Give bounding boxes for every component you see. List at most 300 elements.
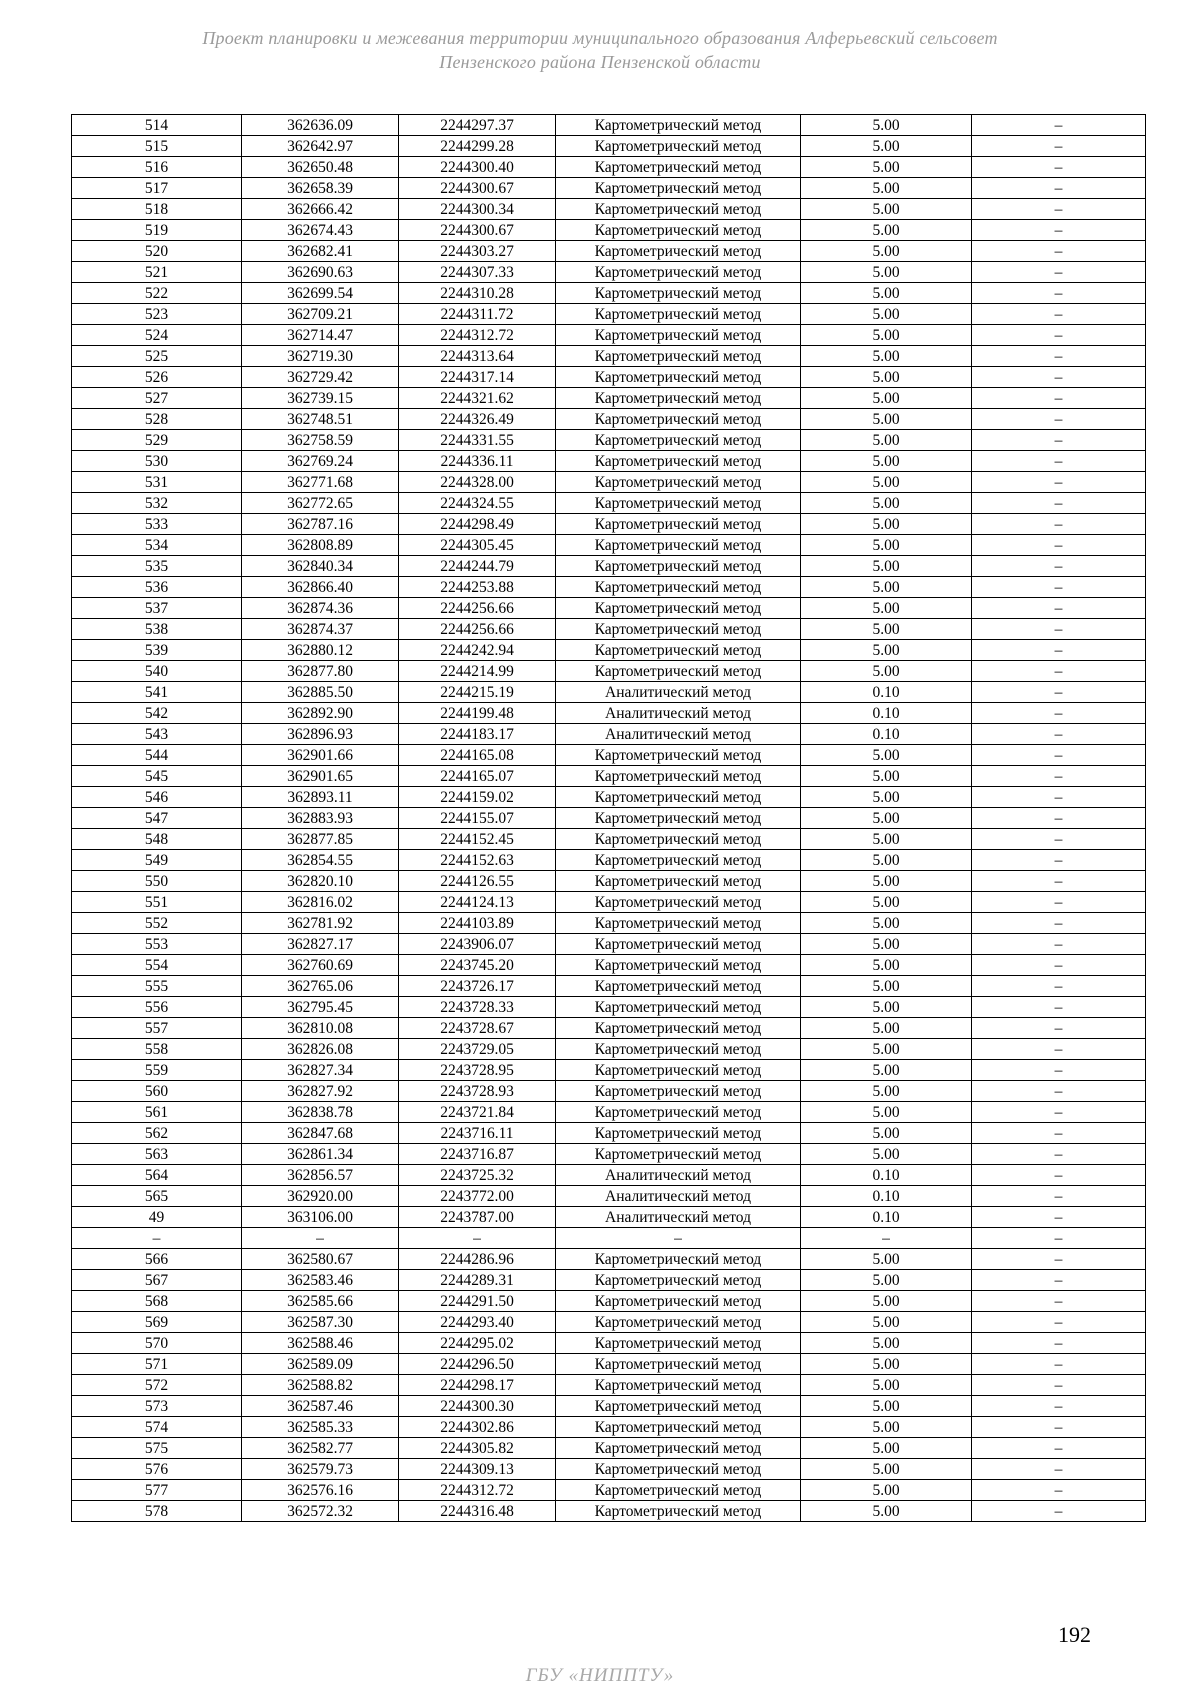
point-number-cell: 523	[72, 304, 242, 325]
point-number-cell: 557	[72, 1018, 242, 1039]
table-row	[72, 1165, 1146, 1186]
y-coordinate-cell: 2244293.40	[399, 1312, 556, 1333]
x-coordinate-cell: 362636.09	[242, 115, 399, 136]
table-row	[72, 997, 1146, 1018]
y-coordinate-cell: 2244256.66	[399, 619, 556, 640]
y-coordinate-cell: 2244317.14	[399, 367, 556, 388]
x-coordinate-cell: 362580.67	[242, 1249, 399, 1270]
point-number-cell: 543	[72, 724, 242, 745]
method-cell: Картометрический метод	[556, 1396, 801, 1417]
note-cell: –	[972, 766, 1146, 787]
point-number-cell: 527	[72, 388, 242, 409]
note-cell: –	[972, 388, 1146, 409]
accuracy-cell: 5.00	[801, 367, 972, 388]
x-coordinate-cell: 362758.59	[242, 430, 399, 451]
table-row	[72, 1081, 1146, 1102]
table-row	[72, 1270, 1146, 1291]
accuracy-cell: 5.00	[801, 1060, 972, 1081]
accuracy-cell: –	[801, 1228, 972, 1249]
method-cell: Картометрический метод	[556, 493, 801, 514]
note-cell: –	[972, 913, 1146, 934]
method-cell: Картометрический метод	[556, 1312, 801, 1333]
method-cell: Картометрический метод	[556, 1060, 801, 1081]
table-row	[72, 640, 1146, 661]
y-coordinate-cell: 2243721.84	[399, 1102, 556, 1123]
accuracy-cell: 5.00	[801, 1039, 972, 1060]
x-coordinate-cell: 362682.41	[242, 241, 399, 262]
point-number-cell: 577	[72, 1480, 242, 1501]
method-cell: Картометрический метод	[556, 1354, 801, 1375]
note-cell: –	[972, 703, 1146, 724]
method-cell: Картометрический метод	[556, 997, 801, 1018]
table-row	[72, 199, 1146, 220]
x-coordinate-cell: 362896.93	[242, 724, 399, 745]
point-number-cell: 539	[72, 640, 242, 661]
point-number-cell: 521	[72, 262, 242, 283]
y-coordinate-cell: 2244298.49	[399, 514, 556, 535]
y-coordinate-cell: 2244321.62	[399, 388, 556, 409]
table-row	[72, 325, 1146, 346]
x-coordinate-cell: 362883.93	[242, 808, 399, 829]
method-cell: Картометрический метод	[556, 1039, 801, 1060]
note-cell: –	[972, 1480, 1146, 1501]
y-coordinate-cell: 2244295.02	[399, 1333, 556, 1354]
coordinates-table	[71, 114, 1146, 1522]
accuracy-cell: 5.00	[801, 451, 972, 472]
y-coordinate-cell: 2244316.48	[399, 1501, 556, 1522]
method-cell: Аналитический метод	[556, 724, 801, 745]
y-coordinate-cell: 2244307.33	[399, 262, 556, 283]
note-cell: –	[972, 724, 1146, 745]
accuracy-cell: 5.00	[801, 115, 972, 136]
y-coordinate-cell: 2244199.48	[399, 703, 556, 724]
accuracy-cell: 5.00	[801, 745, 972, 766]
x-coordinate-cell: 362739.15	[242, 388, 399, 409]
method-cell: Картометрический метод	[556, 1123, 801, 1144]
method-cell: Картометрический метод	[556, 451, 801, 472]
y-coordinate-cell: 2244155.07	[399, 808, 556, 829]
point-number-cell: 525	[72, 346, 242, 367]
method-cell: Картометрический метод	[556, 808, 801, 829]
x-coordinate-cell: 362880.12	[242, 640, 399, 661]
point-number-cell: 560	[72, 1081, 242, 1102]
x-coordinate-cell: 362854.55	[242, 850, 399, 871]
point-number-cell: 518	[72, 199, 242, 220]
method-cell: Картометрический метод	[556, 976, 801, 997]
y-coordinate-cell: 2244300.30	[399, 1396, 556, 1417]
table-row	[72, 1417, 1146, 1438]
point-number-cell: 536	[72, 577, 242, 598]
table-row	[72, 808, 1146, 829]
point-number-cell: 520	[72, 241, 242, 262]
y-coordinate-cell: 2244312.72	[399, 1480, 556, 1501]
x-coordinate-cell: 362874.36	[242, 598, 399, 619]
method-cell: Картометрический метод	[556, 157, 801, 178]
y-coordinate-cell: 2244310.28	[399, 283, 556, 304]
x-coordinate-cell: 362585.66	[242, 1291, 399, 1312]
table-row	[72, 1186, 1146, 1207]
x-coordinate-cell: 362808.89	[242, 535, 399, 556]
x-coordinate-cell: 362847.68	[242, 1123, 399, 1144]
method-cell: Аналитический метод	[556, 1207, 801, 1228]
method-cell: Картометрический метод	[556, 1081, 801, 1102]
point-number-cell: 528	[72, 409, 242, 430]
accuracy-cell: 5.00	[801, 178, 972, 199]
note-cell: –	[972, 1459, 1146, 1480]
note-cell: –	[972, 1102, 1146, 1123]
x-coordinate-cell: 362901.65	[242, 766, 399, 787]
method-cell: Картометрический метод	[556, 892, 801, 913]
method-cell: Картометрический метод	[556, 304, 801, 325]
note-cell: –	[972, 1375, 1146, 1396]
note-cell: –	[972, 115, 1146, 136]
accuracy-cell: 5.00	[801, 556, 972, 577]
point-number-cell: 540	[72, 661, 242, 682]
y-coordinate-cell: 2244305.82	[399, 1438, 556, 1459]
note-cell: –	[972, 157, 1146, 178]
accuracy-cell: 5.00	[801, 1249, 972, 1270]
point-number-cell: 550	[72, 871, 242, 892]
point-number-cell: 546	[72, 787, 242, 808]
method-cell: Картометрический метод	[556, 598, 801, 619]
y-coordinate-cell: 2244300.34	[399, 199, 556, 220]
y-coordinate-cell: –	[399, 1228, 556, 1249]
table-row	[72, 388, 1146, 409]
accuracy-cell: 5.00	[801, 157, 972, 178]
x-coordinate-cell: 362729.42	[242, 367, 399, 388]
note-cell: –	[972, 1354, 1146, 1375]
x-coordinate-cell: 362709.21	[242, 304, 399, 325]
accuracy-cell: 5.00	[801, 346, 972, 367]
point-number-cell: 570	[72, 1333, 242, 1354]
accuracy-cell: 0.10	[801, 703, 972, 724]
point-number-cell: 538	[72, 619, 242, 640]
accuracy-cell: 0.10	[801, 1186, 972, 1207]
point-number-cell: 531	[72, 472, 242, 493]
point-number-cell: 549	[72, 850, 242, 871]
x-coordinate-cell: 362714.47	[242, 325, 399, 346]
point-number-cell: 568	[72, 1291, 242, 1312]
table-row	[72, 1354, 1146, 1375]
point-number-cell: 564	[72, 1165, 242, 1186]
point-number-cell: 562	[72, 1123, 242, 1144]
accuracy-cell: 0.10	[801, 682, 972, 703]
accuracy-cell: 5.00	[801, 514, 972, 535]
note-cell: –	[972, 1144, 1146, 1165]
accuracy-cell: 5.00	[801, 1333, 972, 1354]
point-number-cell: 516	[72, 157, 242, 178]
point-number-cell: 565	[72, 1186, 242, 1207]
method-cell: Картометрический метод	[556, 577, 801, 598]
accuracy-cell: 5.00	[801, 976, 972, 997]
accuracy-cell: 5.00	[801, 577, 972, 598]
point-number-cell: 541	[72, 682, 242, 703]
accuracy-cell: 5.00	[801, 283, 972, 304]
note-cell: –	[972, 997, 1146, 1018]
method-cell: Картометрический метод	[556, 136, 801, 157]
point-number-cell: 49	[72, 1207, 242, 1228]
x-coordinate-cell: –	[242, 1228, 399, 1249]
table-row	[72, 703, 1146, 724]
y-coordinate-cell: 2244124.13	[399, 892, 556, 913]
y-coordinate-cell: 2243725.32	[399, 1165, 556, 1186]
note-cell: –	[972, 241, 1146, 262]
y-coordinate-cell: 2244165.08	[399, 745, 556, 766]
table-row	[72, 724, 1146, 745]
method-cell: Аналитический метод	[556, 1165, 801, 1186]
note-cell: –	[972, 367, 1146, 388]
note-cell: –	[972, 514, 1146, 535]
y-coordinate-cell: 2244159.02	[399, 787, 556, 808]
table-row	[72, 1039, 1146, 1060]
table-row	[72, 1438, 1146, 1459]
method-cell: Аналитический метод	[556, 1186, 801, 1207]
method-cell: Картометрический метод	[556, 934, 801, 955]
table-row	[72, 1291, 1146, 1312]
y-coordinate-cell: 2244328.00	[399, 472, 556, 493]
y-coordinate-cell: 2244214.99	[399, 661, 556, 682]
x-coordinate-cell: 362787.16	[242, 514, 399, 535]
x-coordinate-cell: 362901.66	[242, 745, 399, 766]
accuracy-cell: 5.00	[801, 640, 972, 661]
method-cell: –	[556, 1228, 801, 1249]
x-coordinate-cell: 362893.11	[242, 787, 399, 808]
accuracy-cell: 5.00	[801, 1123, 972, 1144]
note-cell: –	[972, 304, 1146, 325]
point-number-cell: 542	[72, 703, 242, 724]
method-cell: Картометрический метод	[556, 1144, 801, 1165]
x-coordinate-cell: 362874.37	[242, 619, 399, 640]
method-cell: Картометрический метод	[556, 1270, 801, 1291]
point-number-cell: 537	[72, 598, 242, 619]
x-coordinate-cell: 362588.46	[242, 1333, 399, 1354]
y-coordinate-cell: 2244313.64	[399, 346, 556, 367]
method-cell: Картометрический метод	[556, 1249, 801, 1270]
table-row	[72, 304, 1146, 325]
accuracy-cell: 5.00	[801, 199, 972, 220]
accuracy-cell: 5.00	[801, 1291, 972, 1312]
x-coordinate-cell: 362658.39	[242, 178, 399, 199]
method-cell: Картометрический метод	[556, 283, 801, 304]
note-cell: –	[972, 1501, 1146, 1522]
point-number-cell: 567	[72, 1270, 242, 1291]
note-cell: –	[972, 892, 1146, 913]
table-row	[72, 787, 1146, 808]
accuracy-cell: 5.00	[801, 1018, 972, 1039]
point-number-cell: 519	[72, 220, 242, 241]
x-coordinate-cell: 362690.63	[242, 262, 399, 283]
y-coordinate-cell: 2244298.17	[399, 1375, 556, 1396]
note-cell: –	[972, 556, 1146, 577]
x-coordinate-cell: 362572.32	[242, 1501, 399, 1522]
x-coordinate-cell: 362666.42	[242, 199, 399, 220]
point-number-cell: –	[72, 1228, 242, 1249]
table-row	[72, 1144, 1146, 1165]
y-coordinate-cell: 2244297.37	[399, 115, 556, 136]
y-coordinate-cell: 2244324.55	[399, 493, 556, 514]
point-number-cell: 559	[72, 1060, 242, 1081]
table-row	[72, 430, 1146, 451]
x-coordinate-cell: 362781.92	[242, 913, 399, 934]
accuracy-cell: 5.00	[801, 871, 972, 892]
note-cell: –	[972, 430, 1146, 451]
point-number-cell: 561	[72, 1102, 242, 1123]
x-coordinate-cell: 362674.43	[242, 220, 399, 241]
x-coordinate-cell: 362816.02	[242, 892, 399, 913]
accuracy-cell: 5.00	[801, 913, 972, 934]
accuracy-cell: 5.00	[801, 1375, 972, 1396]
note-cell: –	[972, 199, 1146, 220]
x-coordinate-cell: 362820.10	[242, 871, 399, 892]
method-cell: Картометрический метод	[556, 661, 801, 682]
method-cell: Картометрический метод	[556, 1018, 801, 1039]
accuracy-cell: 5.00	[801, 598, 972, 619]
method-cell: Картометрический метод	[556, 1417, 801, 1438]
x-coordinate-cell: 362642.97	[242, 136, 399, 157]
y-coordinate-cell: 2244300.67	[399, 178, 556, 199]
note-cell: –	[972, 220, 1146, 241]
method-cell: Картометрический метод	[556, 1480, 801, 1501]
note-cell: –	[972, 1186, 1146, 1207]
accuracy-cell: 5.00	[801, 325, 972, 346]
table-row	[72, 220, 1146, 241]
method-cell: Картометрический метод	[556, 262, 801, 283]
accuracy-cell: 5.00	[801, 430, 972, 451]
point-number-cell: 566	[72, 1249, 242, 1270]
note-cell: –	[972, 535, 1146, 556]
note-cell: –	[972, 640, 1146, 661]
y-coordinate-cell: 2243716.87	[399, 1144, 556, 1165]
table-row	[72, 955, 1146, 976]
point-number-cell: 569	[72, 1312, 242, 1333]
method-cell: Картометрический метод	[556, 1459, 801, 1480]
table-row	[72, 619, 1146, 640]
note-cell: –	[972, 976, 1146, 997]
y-coordinate-cell: 2244165.07	[399, 766, 556, 787]
page-footer: ГБУ «НИППТУ»	[525, 1665, 675, 1686]
method-cell: Картометрический метод	[556, 1375, 801, 1396]
table-row	[72, 577, 1146, 598]
note-cell: –	[972, 346, 1146, 367]
note-cell: –	[972, 1417, 1146, 1438]
table-row	[72, 346, 1146, 367]
accuracy-cell: 5.00	[801, 493, 972, 514]
x-coordinate-cell: 362840.34	[242, 556, 399, 577]
table-row	[72, 1480, 1146, 1501]
note-cell: –	[972, 1039, 1146, 1060]
x-coordinate-cell: 362838.78	[242, 1102, 399, 1123]
accuracy-cell: 5.00	[801, 1459, 972, 1480]
note-cell: –	[972, 808, 1146, 829]
accuracy-cell: 5.00	[801, 535, 972, 556]
point-number-cell: 515	[72, 136, 242, 157]
table-row	[72, 451, 1146, 472]
table-row	[72, 283, 1146, 304]
coordinates-table-body	[72, 115, 1146, 1522]
accuracy-cell: 5.00	[801, 766, 972, 787]
note-cell: –	[972, 1207, 1146, 1228]
y-coordinate-cell: 2244253.88	[399, 577, 556, 598]
y-coordinate-cell: 2244183.17	[399, 724, 556, 745]
note-cell: –	[972, 1438, 1146, 1459]
point-number-cell: 571	[72, 1354, 242, 1375]
accuracy-cell: 5.00	[801, 619, 972, 640]
y-coordinate-cell: 2243787.00	[399, 1207, 556, 1228]
point-number-cell: 575	[72, 1438, 242, 1459]
y-coordinate-cell: 2244309.13	[399, 1459, 556, 1480]
accuracy-cell: 5.00	[801, 1438, 972, 1459]
x-coordinate-cell: 362892.90	[242, 703, 399, 724]
accuracy-cell: 5.00	[801, 472, 972, 493]
note-cell: –	[972, 829, 1146, 850]
y-coordinate-cell: 2243728.95	[399, 1060, 556, 1081]
method-cell: Картометрический метод	[556, 115, 801, 136]
point-number-cell: 563	[72, 1144, 242, 1165]
accuracy-cell: 5.00	[801, 388, 972, 409]
point-number-cell: 554	[72, 955, 242, 976]
accuracy-cell: 0.10	[801, 724, 972, 745]
point-number-cell: 522	[72, 283, 242, 304]
point-number-cell: 552	[72, 913, 242, 934]
method-cell: Картометрический метод	[556, 241, 801, 262]
table-row	[72, 1312, 1146, 1333]
point-number-cell: 553	[72, 934, 242, 955]
accuracy-cell: 5.00	[801, 1480, 972, 1501]
point-number-cell: 573	[72, 1396, 242, 1417]
accuracy-cell: 5.00	[801, 829, 972, 850]
accuracy-cell: 5.00	[801, 787, 972, 808]
note-cell: –	[972, 1228, 1146, 1249]
table-row	[72, 850, 1146, 871]
table-row	[72, 829, 1146, 850]
y-coordinate-cell: 2244152.45	[399, 829, 556, 850]
accuracy-cell: 5.00	[801, 934, 972, 955]
y-coordinate-cell: 2244312.72	[399, 325, 556, 346]
y-coordinate-cell: 2244103.89	[399, 913, 556, 934]
note-cell: –	[972, 577, 1146, 598]
y-coordinate-cell: 2244215.19	[399, 682, 556, 703]
point-number-cell: 544	[72, 745, 242, 766]
accuracy-cell: 5.00	[801, 850, 972, 871]
table-row	[72, 1102, 1146, 1123]
note-cell: –	[972, 136, 1146, 157]
table-row	[72, 1333, 1146, 1354]
x-coordinate-cell: 362866.40	[242, 577, 399, 598]
table-row	[72, 1060, 1146, 1081]
note-cell: –	[972, 1249, 1146, 1270]
x-coordinate-cell: 362877.80	[242, 661, 399, 682]
note-cell: –	[972, 598, 1146, 619]
note-cell: –	[972, 1060, 1146, 1081]
table-row	[72, 157, 1146, 178]
accuracy-cell: 5.00	[801, 1417, 972, 1438]
method-cell: Картометрический метод	[556, 829, 801, 850]
x-coordinate-cell: 362771.68	[242, 472, 399, 493]
accuracy-cell: 5.00	[801, 892, 972, 913]
table-row	[72, 766, 1146, 787]
method-cell: Картометрический метод	[556, 1333, 801, 1354]
method-cell: Картометрический метод	[556, 619, 801, 640]
table-row	[72, 934, 1146, 955]
note-cell: –	[972, 955, 1146, 976]
method-cell: Картометрический метод	[556, 199, 801, 220]
y-coordinate-cell: 2243906.07	[399, 934, 556, 955]
y-coordinate-cell: 2244244.79	[399, 556, 556, 577]
note-cell: –	[972, 1291, 1146, 1312]
accuracy-cell: 5.00	[801, 1102, 972, 1123]
table-row	[72, 556, 1146, 577]
x-coordinate-cell: 362772.65	[242, 493, 399, 514]
